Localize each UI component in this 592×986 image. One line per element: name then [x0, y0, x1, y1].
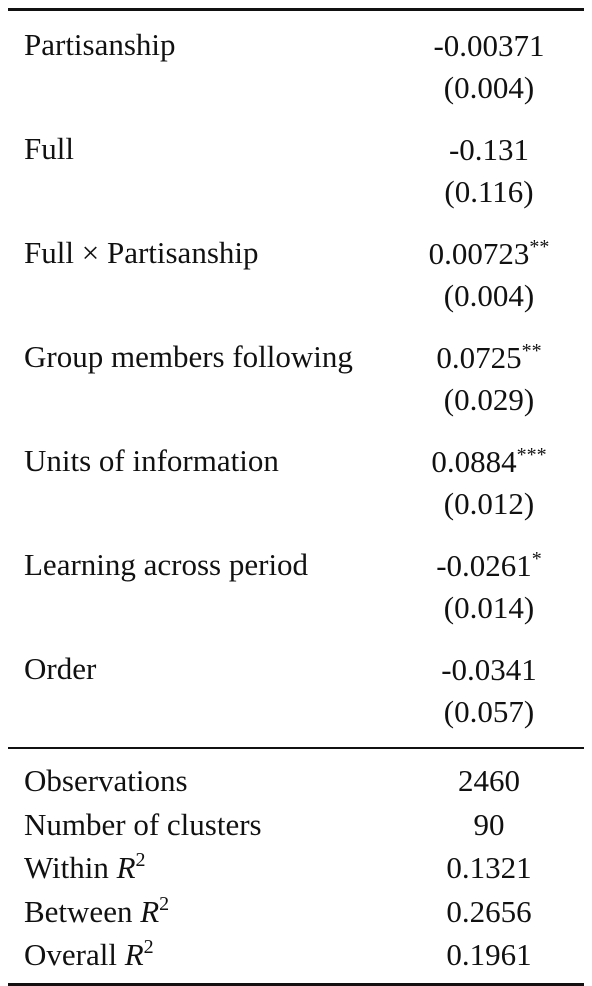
variable-label: Partisanship	[24, 27, 176, 62]
coefficient-value: -0.0261*	[436, 548, 542, 583]
variable-label: Full	[24, 131, 74, 166]
coef-row-full	[8, 129, 584, 233]
variable-label: Learning across period	[24, 547, 309, 582]
stat-value: 0.2656	[446, 893, 532, 929]
stat-label: Observations	[24, 763, 188, 798]
coefficient-section	[8, 11, 584, 747]
coefficient-value: 0.0884***	[431, 444, 547, 479]
coefficient-value: -0.131	[448, 132, 530, 167]
estimate-cell	[394, 441, 584, 545]
standard-error: (0.057)	[443, 694, 535, 729]
stat-value: 2460	[458, 763, 520, 798]
stat-label: Within $R^2$	[24, 849, 146, 885]
variable-label: Units of information	[24, 443, 279, 478]
significance-stars: *	[531, 548, 542, 570]
significance-stars: **	[529, 236, 550, 258]
model-statistics-section	[8, 749, 584, 983]
coefficient-value: 0.0725**	[436, 340, 542, 375]
stat-label: Between $R^2$	[24, 892, 170, 929]
stat-value: 0.1321	[446, 850, 532, 885]
variable-label: Order	[24, 651, 97, 686]
coef-row-group-members-following	[8, 337, 584, 441]
stat-value: 90	[473, 806, 505, 842]
significance-stars: ***	[516, 444, 547, 466]
coef-row-partisanship	[8, 25, 584, 129]
stat-row-clusters	[8, 803, 584, 847]
stat-row-within-r2	[8, 846, 584, 890]
regression-table	[8, 8, 584, 986]
standard-error: (0.012)	[443, 486, 535, 521]
coef-row-learning-across-period	[8, 545, 584, 649]
standard-error: (0.116)	[444, 174, 534, 209]
variable-label: Group members following	[24, 339, 353, 374]
stat-value: 0.1961	[446, 937, 532, 972]
standard-error: (0.029)	[443, 382, 535, 417]
estimate-cell	[394, 649, 584, 747]
estimate-cell	[394, 337, 584, 441]
estimate-cell	[394, 233, 584, 337]
stat-label: Number of clusters	[24, 806, 262, 842]
coefficient-value: -0.00371	[433, 28, 545, 63]
standard-error: (0.014)	[443, 590, 535, 625]
estimate-cell	[394, 25, 584, 129]
estimate-cell	[394, 129, 584, 233]
coefficient-value: 0.00723**	[428, 236, 550, 271]
stat-row-observations	[8, 759, 584, 803]
coefficient-value: -0.0341	[441, 652, 537, 687]
stat-row-between-r2	[8, 890, 584, 934]
standard-error: (0.004)	[443, 278, 535, 313]
coef-row-units-of-information	[8, 441, 584, 545]
standard-error: (0.004)	[443, 70, 535, 105]
coef-row-full-x-partisanship	[8, 233, 584, 337]
significance-stars: **	[521, 340, 542, 362]
estimate-cell	[394, 545, 584, 649]
stat-row-overall-r2	[8, 933, 584, 977]
bottom-rule	[8, 983, 584, 986]
stat-label: Overall $R^2$	[24, 936, 154, 972]
coef-row-order	[8, 649, 584, 747]
variable-label: Full × Partisanship	[24, 235, 259, 270]
